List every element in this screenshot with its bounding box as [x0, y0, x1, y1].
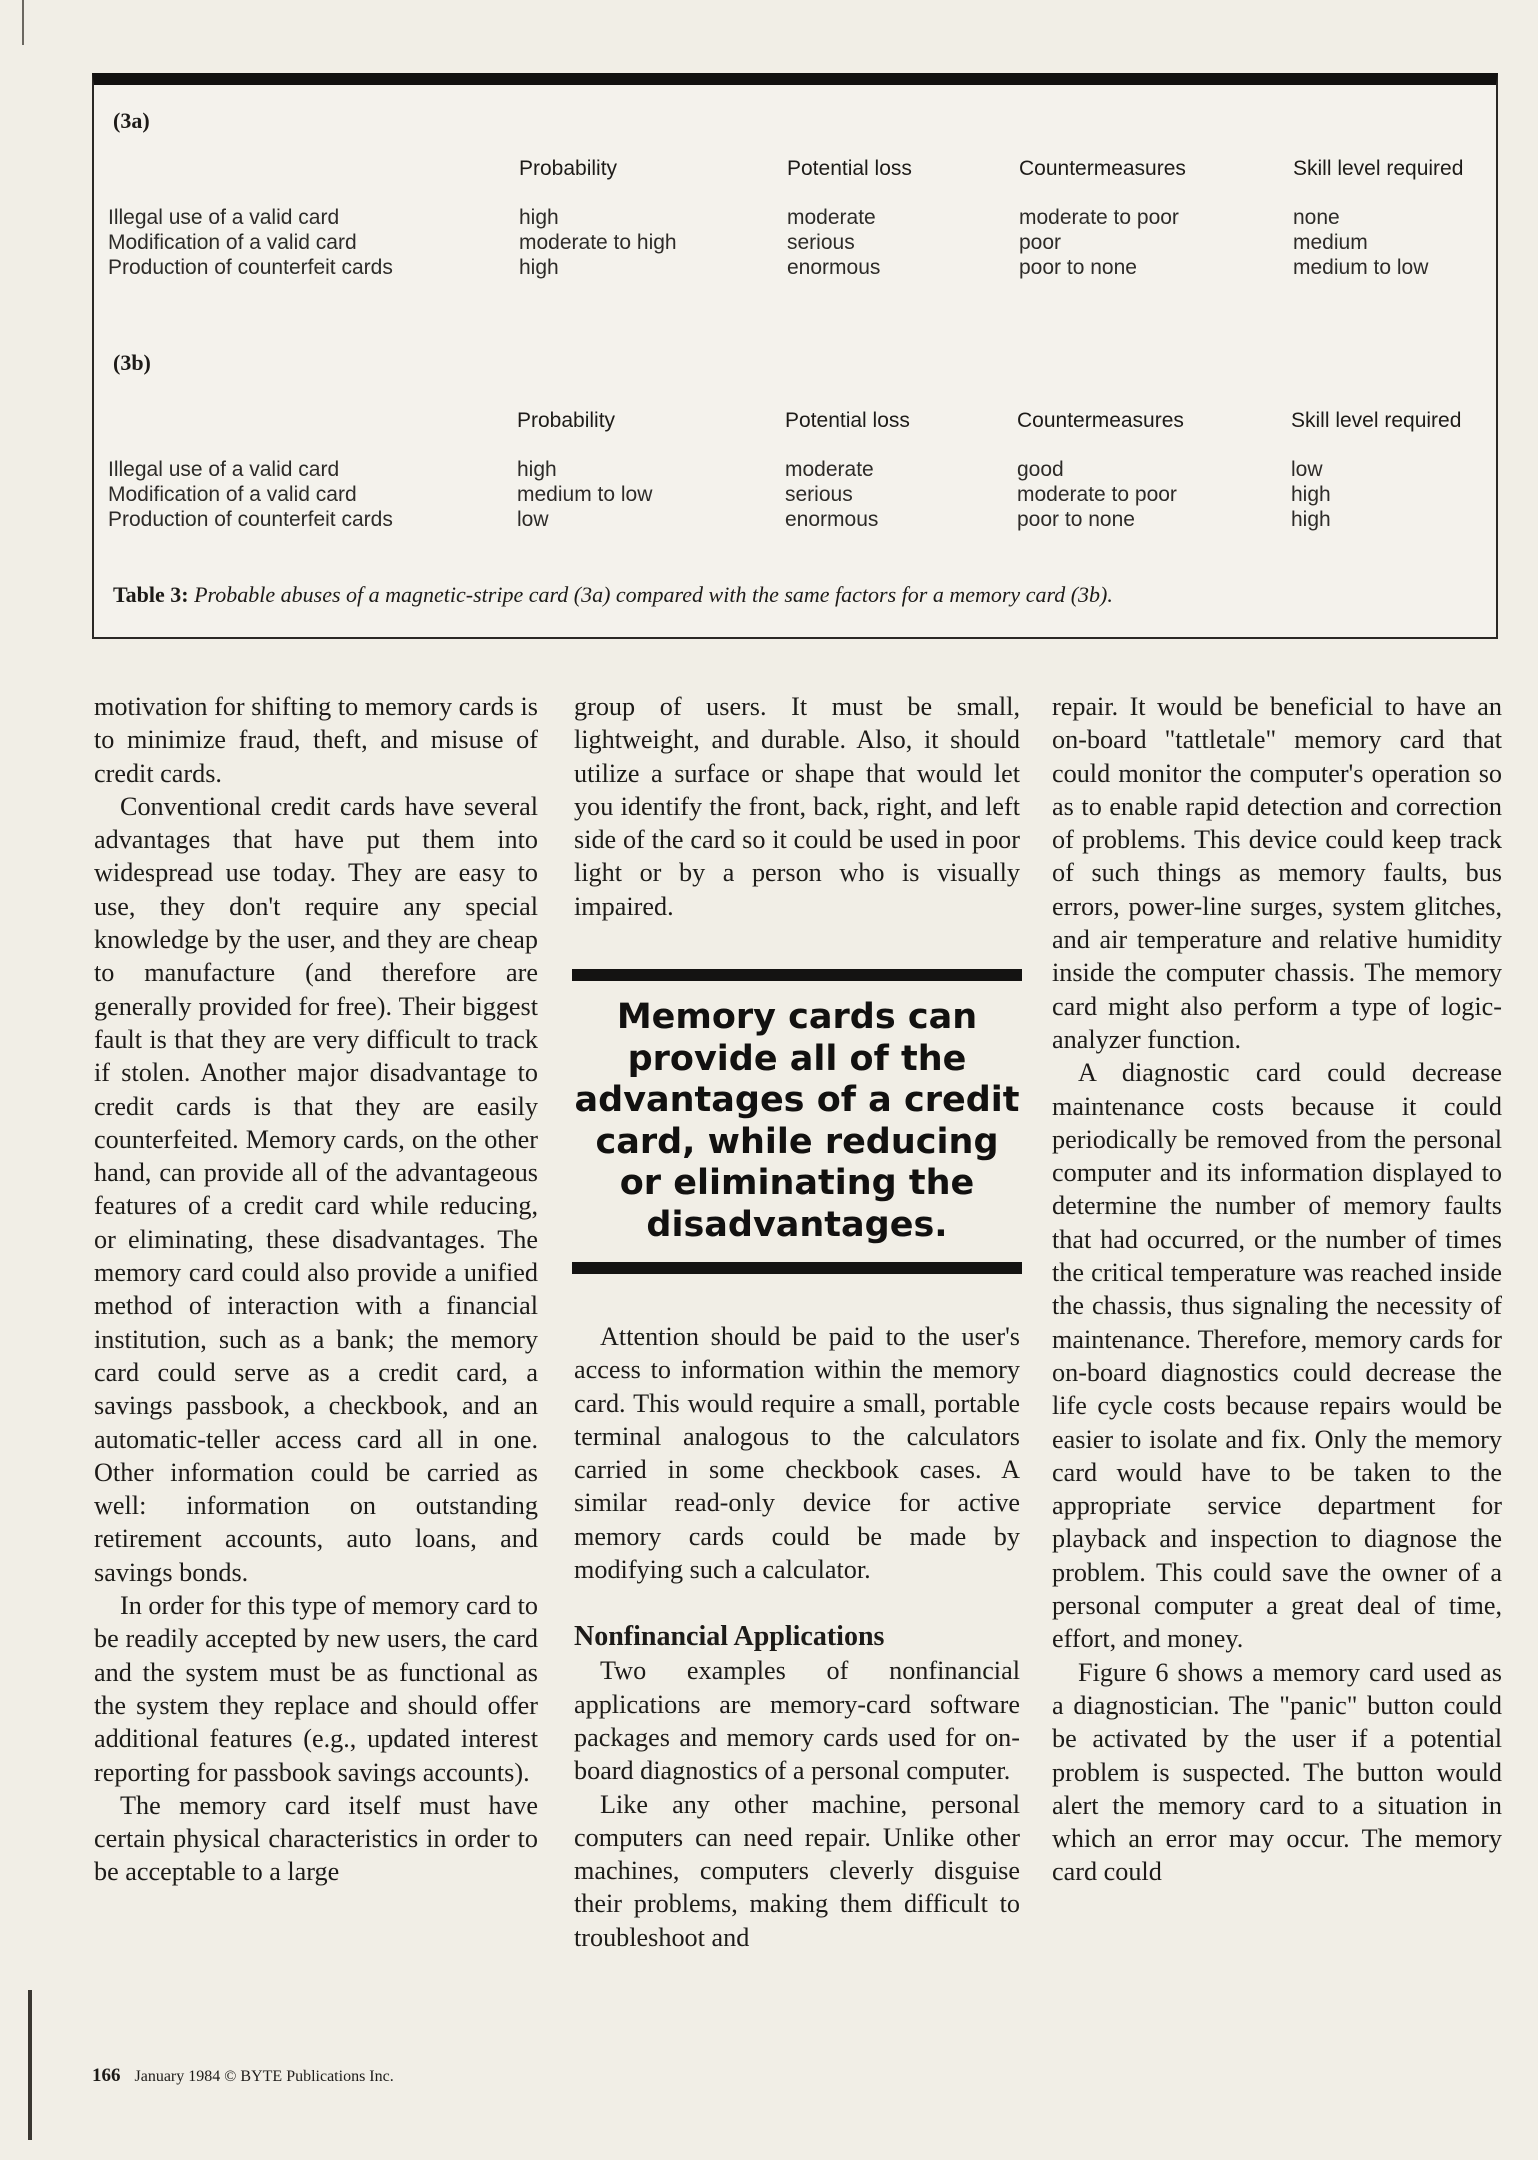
table-cell: medium to low	[1293, 256, 1429, 279]
page-number: 166	[92, 2065, 121, 2086]
header-countermeasures-b: Countermeasures	[1017, 409, 1184, 432]
header-countermeasures-a: Countermeasures	[1019, 157, 1186, 180]
table-cell: none	[1293, 206, 1340, 229]
table-cell: poor	[1019, 231, 1062, 254]
table-cell: serious	[785, 483, 853, 506]
paragraph: The memory card itself must have certain physical characteristics in order to be acceptable to a large	[94, 1790, 538, 1887]
paragraph: Attention should be paid to the user's access to information within the memory card. This would require a small, portable terminal analogous to the calculators carried in some checkbook cases. A similar read-only device for active memory cards could be made by modifying such a calculator.	[574, 1322, 1020, 1585]
table-cell: enormous	[785, 508, 879, 531]
paragraph: Like any other machine, personal computers can need repair. Unlike other machines, computers cleverly disguise their problems, making them difficult to troubleshoot and	[574, 1789, 1020, 1952]
header-potential-loss-b: Potential loss	[785, 409, 910, 432]
table-cell: moderate	[787, 206, 876, 229]
text-column-2-upper	[574, 690, 1020, 923]
pull-quote-rule-top	[572, 969, 1022, 981]
paragraph: In order for this type of memory card to be readily accepted by new users, the card and the system must be as functional as the system they replace and should offer additional features (e.g., updated interest reporting for passbook savings accounts).	[94, 1591, 538, 1787]
row-labels-a	[108, 205, 393, 280]
table-cell: low	[517, 508, 549, 531]
table-cell: poor to none	[1019, 256, 1137, 279]
table-3	[92, 73, 1498, 639]
potential-loss-a	[787, 205, 880, 280]
table-cell: moderate	[785, 458, 874, 481]
section-a-label: (3a)	[113, 108, 150, 133]
row-labels-b	[108, 457, 393, 532]
text-column-1	[94, 690, 538, 1889]
paragraph: motivation for shifting to memory cards is to minimize fraud, theft, and misuse of credit cards.	[94, 692, 538, 788]
header-probability-a: Probability	[519, 157, 618, 180]
header-skill-b: Skill level required	[1291, 409, 1462, 432]
table-cell: high	[1291, 508, 1331, 531]
table-cell: low	[1291, 458, 1323, 481]
potential-loss-b	[785, 457, 878, 532]
page-edge-mark	[0, 0, 24, 45]
binding-edge	[28, 1990, 32, 2140]
table-cell: high	[517, 458, 557, 481]
paragraph: Figure 6 shows a memory card used as a diagnostician. The "panic" button could be activated by the user if a potential problem is suspected. The button would alert the memory card to a situation in which an error may occur. The memory card could	[1052, 1657, 1502, 1887]
paragraph: Two examples of nonfinancial applications are memory-card software packages and memory cards used for on-board diagnostics of a personal computer.	[574, 1656, 1020, 1786]
table-cell: moderate to high	[519, 231, 677, 254]
section-heading: Nonfinancial Applications	[574, 1621, 885, 1653]
table-cell: medium	[1293, 231, 1368, 254]
header-potential-loss-a: Potential loss	[787, 157, 912, 180]
row-label: Illegal use of a valid card	[108, 458, 340, 481]
section-b-label: (3b)	[113, 350, 151, 375]
row-label: Illegal use of a valid card	[108, 206, 340, 229]
table-caption	[113, 582, 1113, 608]
text-column-2-lower	[574, 1320, 1020, 1954]
pull-quote	[572, 969, 1022, 1274]
paragraph: repair. It would be beneficial to have an on-board "tattletale" memory card that could monitor the computer's operation so as to enable rapid detection and correction of problems. This device could keep track of such things as memory faults, bus errors, power-line surges, system glitches, and air temperature and relative humidity inside the computer chassis. The memory card might also perform a type of logic-analyzer function.	[1052, 692, 1502, 1054]
header-skill-a: Skill level required	[1293, 157, 1464, 180]
probability-a	[519, 205, 677, 280]
caption-text: Probable abuses of a magnetic-stripe card (3a) compared with the same factors for a memory card (3b).	[194, 582, 1113, 607]
paragraph: A diagnostic card could decrease maintenance costs because it could periodically be removed from the personal computer and its information displayed to determine the number of memory faults that had occurred, or the number of times the critical temperature was reached inside the chassis, thus signaling the necessity of maintenance. Therefore, memory cards for on-board diagnostics could decrease the life cycle costs because repairs would be easier to isolate and fix. Only the memory card would have to be taken to the appropriate service department for playback and inspection to diagnose the problem. This could save the owner of a personal computer a great deal of time, effort, and money.	[1052, 1058, 1502, 1654]
countermeasures-a	[1019, 205, 1179, 280]
countermeasures-b	[1017, 457, 1177, 532]
page-footer	[92, 2065, 394, 2087]
table-cell: high	[1291, 483, 1331, 506]
paragraph: Conventional credit cards have several advantages that have put them into widespread use today. They are easy to use, they don't require any special knowledge by the user, and they are cheap to manufacture (and therefore are generally provided for free). Their biggest fault is that they are very difficult to track if stolen. Another major disadvantage to credit cards is that they are easily counterfeited. Memory cards, on the other hand, can provide all of the advantageous features of a credit card while reducing, or eliminating, these disadvantages. The memory card could also provide a unified method of interaction with a financial institution, such as a bank; the memory card could serve as a credit card, a savings passbook, a checkbook, and an automatic-teller access card all in one. Other information could be carried as well: information on outstanding retirement accounts, auto loans, and savings bonds.	[94, 791, 538, 1587]
table-cell: moderate to poor	[1019, 206, 1179, 229]
caption-label: Table 3:	[113, 582, 189, 607]
table-cell: high	[519, 256, 559, 279]
row-label: Modification of a valid card	[108, 483, 357, 506]
table-cell: medium to low	[517, 483, 653, 506]
row-label: Modification of a valid card	[108, 231, 357, 254]
skill-a	[1293, 205, 1428, 280]
skill-b	[1291, 457, 1331, 532]
text-column-3	[1052, 690, 1502, 1889]
row-label: Production of counterfeit cards	[108, 508, 393, 531]
row-label: Production of counterfeit cards	[108, 256, 393, 279]
table-cell: high	[519, 206, 559, 229]
paragraph: group of users. It must be small, lightweight, and durable. Also, it should utilize a surface or shape that would let you identify the front, back, right, and left side of the card so it could be used in poor light or by a person who is visually impaired.	[574, 692, 1020, 921]
table-cell: serious	[787, 231, 855, 254]
header-probability-b: Probability	[517, 409, 616, 432]
pull-quote-rule-bottom	[572, 1262, 1022, 1274]
table-cell: good	[1017, 458, 1064, 481]
table-cell: enormous	[787, 256, 881, 279]
footer-credit: January 1984 © BYTE Publications Inc.	[134, 2068, 394, 2085]
pull-quote-text: Memory cards can provide all of the advantages of a credit card, while reducing or eliminating the disadvantages.	[574, 997, 1020, 1245]
probability-b	[517, 457, 652, 532]
table-cell: moderate to poor	[1017, 483, 1177, 506]
table-cell: poor to none	[1017, 508, 1135, 531]
